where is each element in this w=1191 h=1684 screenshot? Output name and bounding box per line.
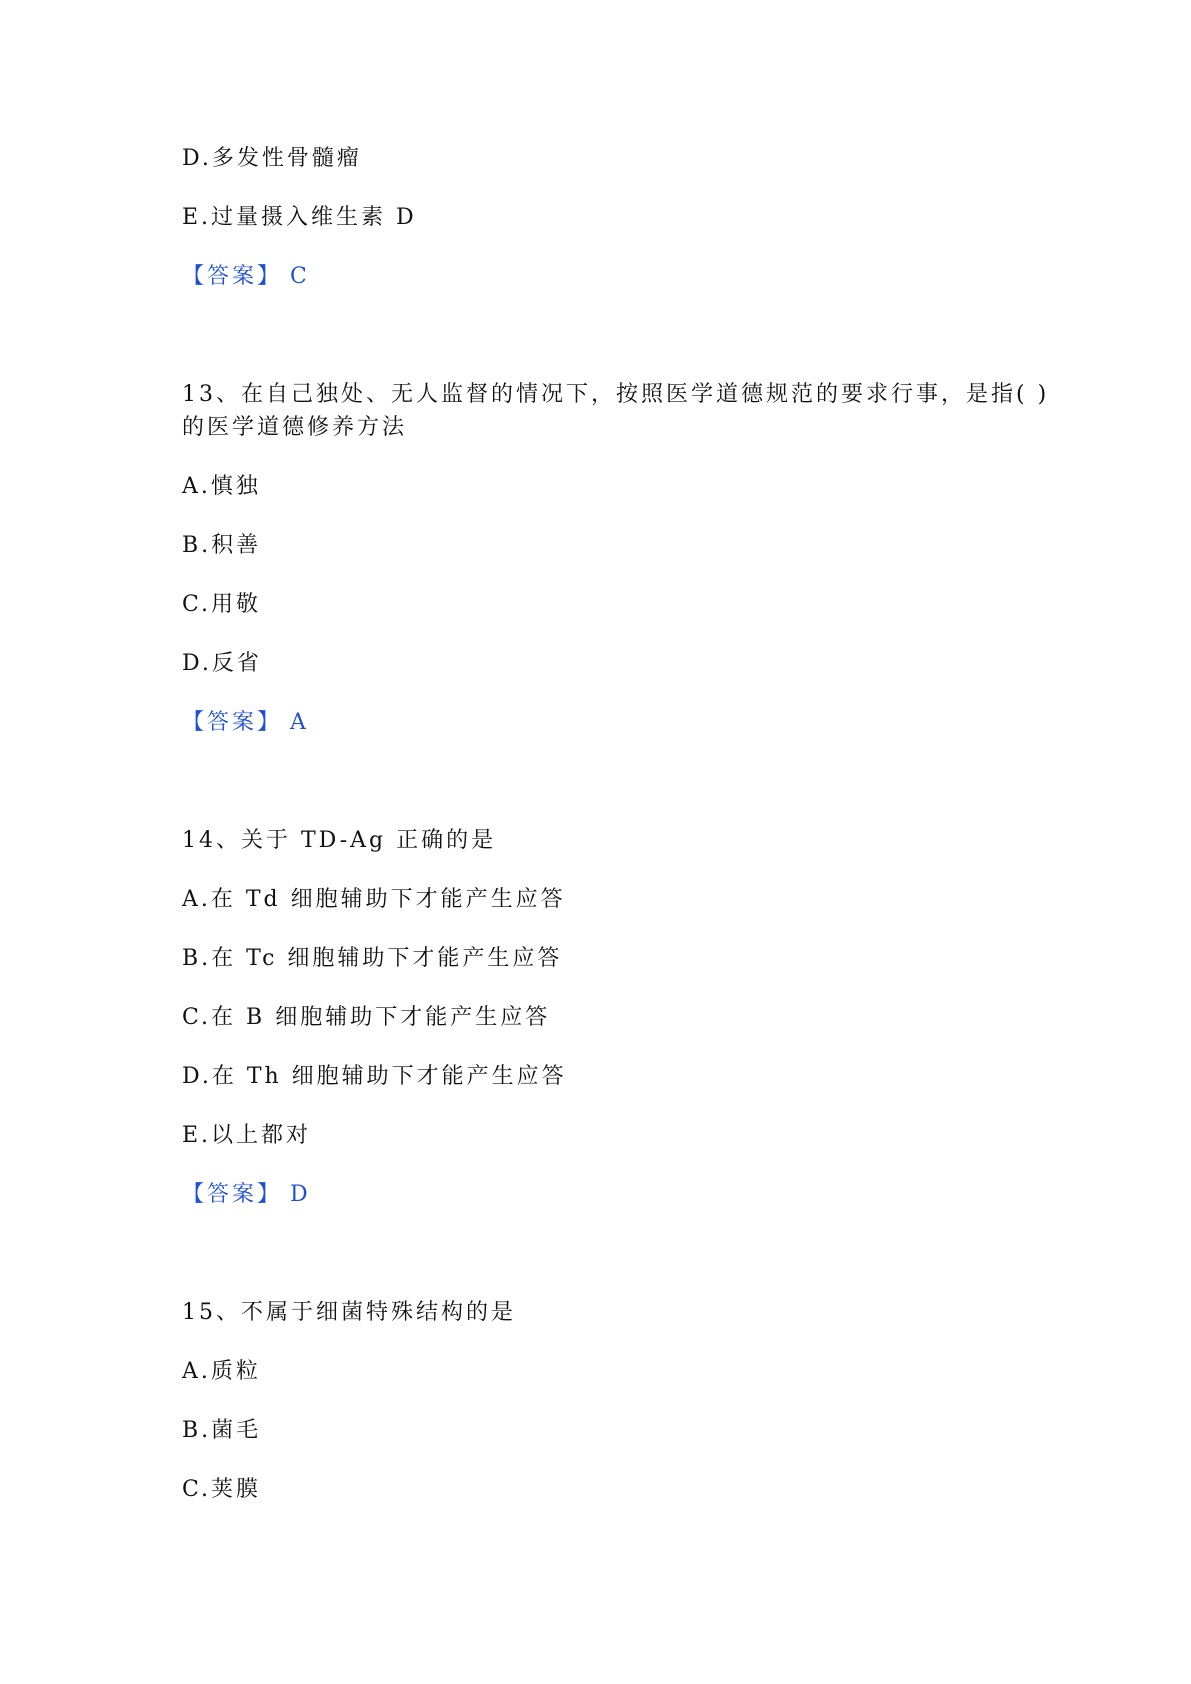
option-q15-b: B.菌毛 — [182, 1418, 262, 1443]
answer-label: 答案 — [207, 710, 258, 735]
answer-close-bracket: 】 — [257, 1182, 283, 1207]
option-q15-a: A.质粒 — [182, 1359, 261, 1384]
option-q15-c: C.荚膜 — [182, 1477, 262, 1502]
option-q13-c: C.用敬 — [182, 592, 262, 617]
answer-value: D — [290, 1182, 311, 1207]
option-q13-b: B.积善 — [182, 533, 262, 558]
option-q12-e: E.过量摄入维生素 D — [182, 205, 417, 230]
option-q14-d: D.在 Th 细胞辅助下才能产生应答 — [182, 1064, 567, 1089]
answer-q13 — [182, 708, 309, 738]
option-q14-e: E.以上都对 — [182, 1123, 312, 1148]
answer-close-bracket: 】 — [257, 710, 283, 735]
answer-q12 — [182, 262, 310, 292]
answer-label: 答案 — [207, 264, 258, 289]
question-13-stem-line2: 的医学道德修养方法 — [182, 415, 408, 440]
option-q12-d: D.多发性骨髓瘤 — [182, 146, 362, 171]
option-q14-a: A.在 Td 细胞辅助下才能产生应答 — [182, 887, 566, 912]
answer-label: 答案 — [207, 1182, 258, 1207]
option-q13-d: D.反省 — [182, 651, 262, 676]
answer-open-bracket: 【 — [182, 710, 208, 735]
answer-close-bracket: 】 — [257, 264, 283, 289]
option-q14-b: B.在 Tc 细胞辅助下才能产生应答 — [182, 946, 563, 971]
question-14-stem: 14、关于 TD-Ag 正确的是 — [182, 828, 497, 853]
option-q13-a: A.慎独 — [182, 474, 261, 499]
option-q14-c: C.在 B 细胞辅助下才能产生应答 — [182, 1005, 551, 1030]
answer-q14 — [182, 1180, 311, 1210]
question-13-stem-line1: 13、在自己独处、无人监督的情况下，按照医学道德规范的要求行事，是指( ) — [182, 382, 1050, 407]
answer-open-bracket: 【 — [182, 1182, 208, 1207]
question-15-stem: 15、不属于细菌特殊结构的是 — [182, 1300, 516, 1325]
answer-value: C — [290, 264, 310, 289]
answer-value: A — [290, 710, 309, 735]
answer-open-bracket: 【 — [182, 264, 208, 289]
